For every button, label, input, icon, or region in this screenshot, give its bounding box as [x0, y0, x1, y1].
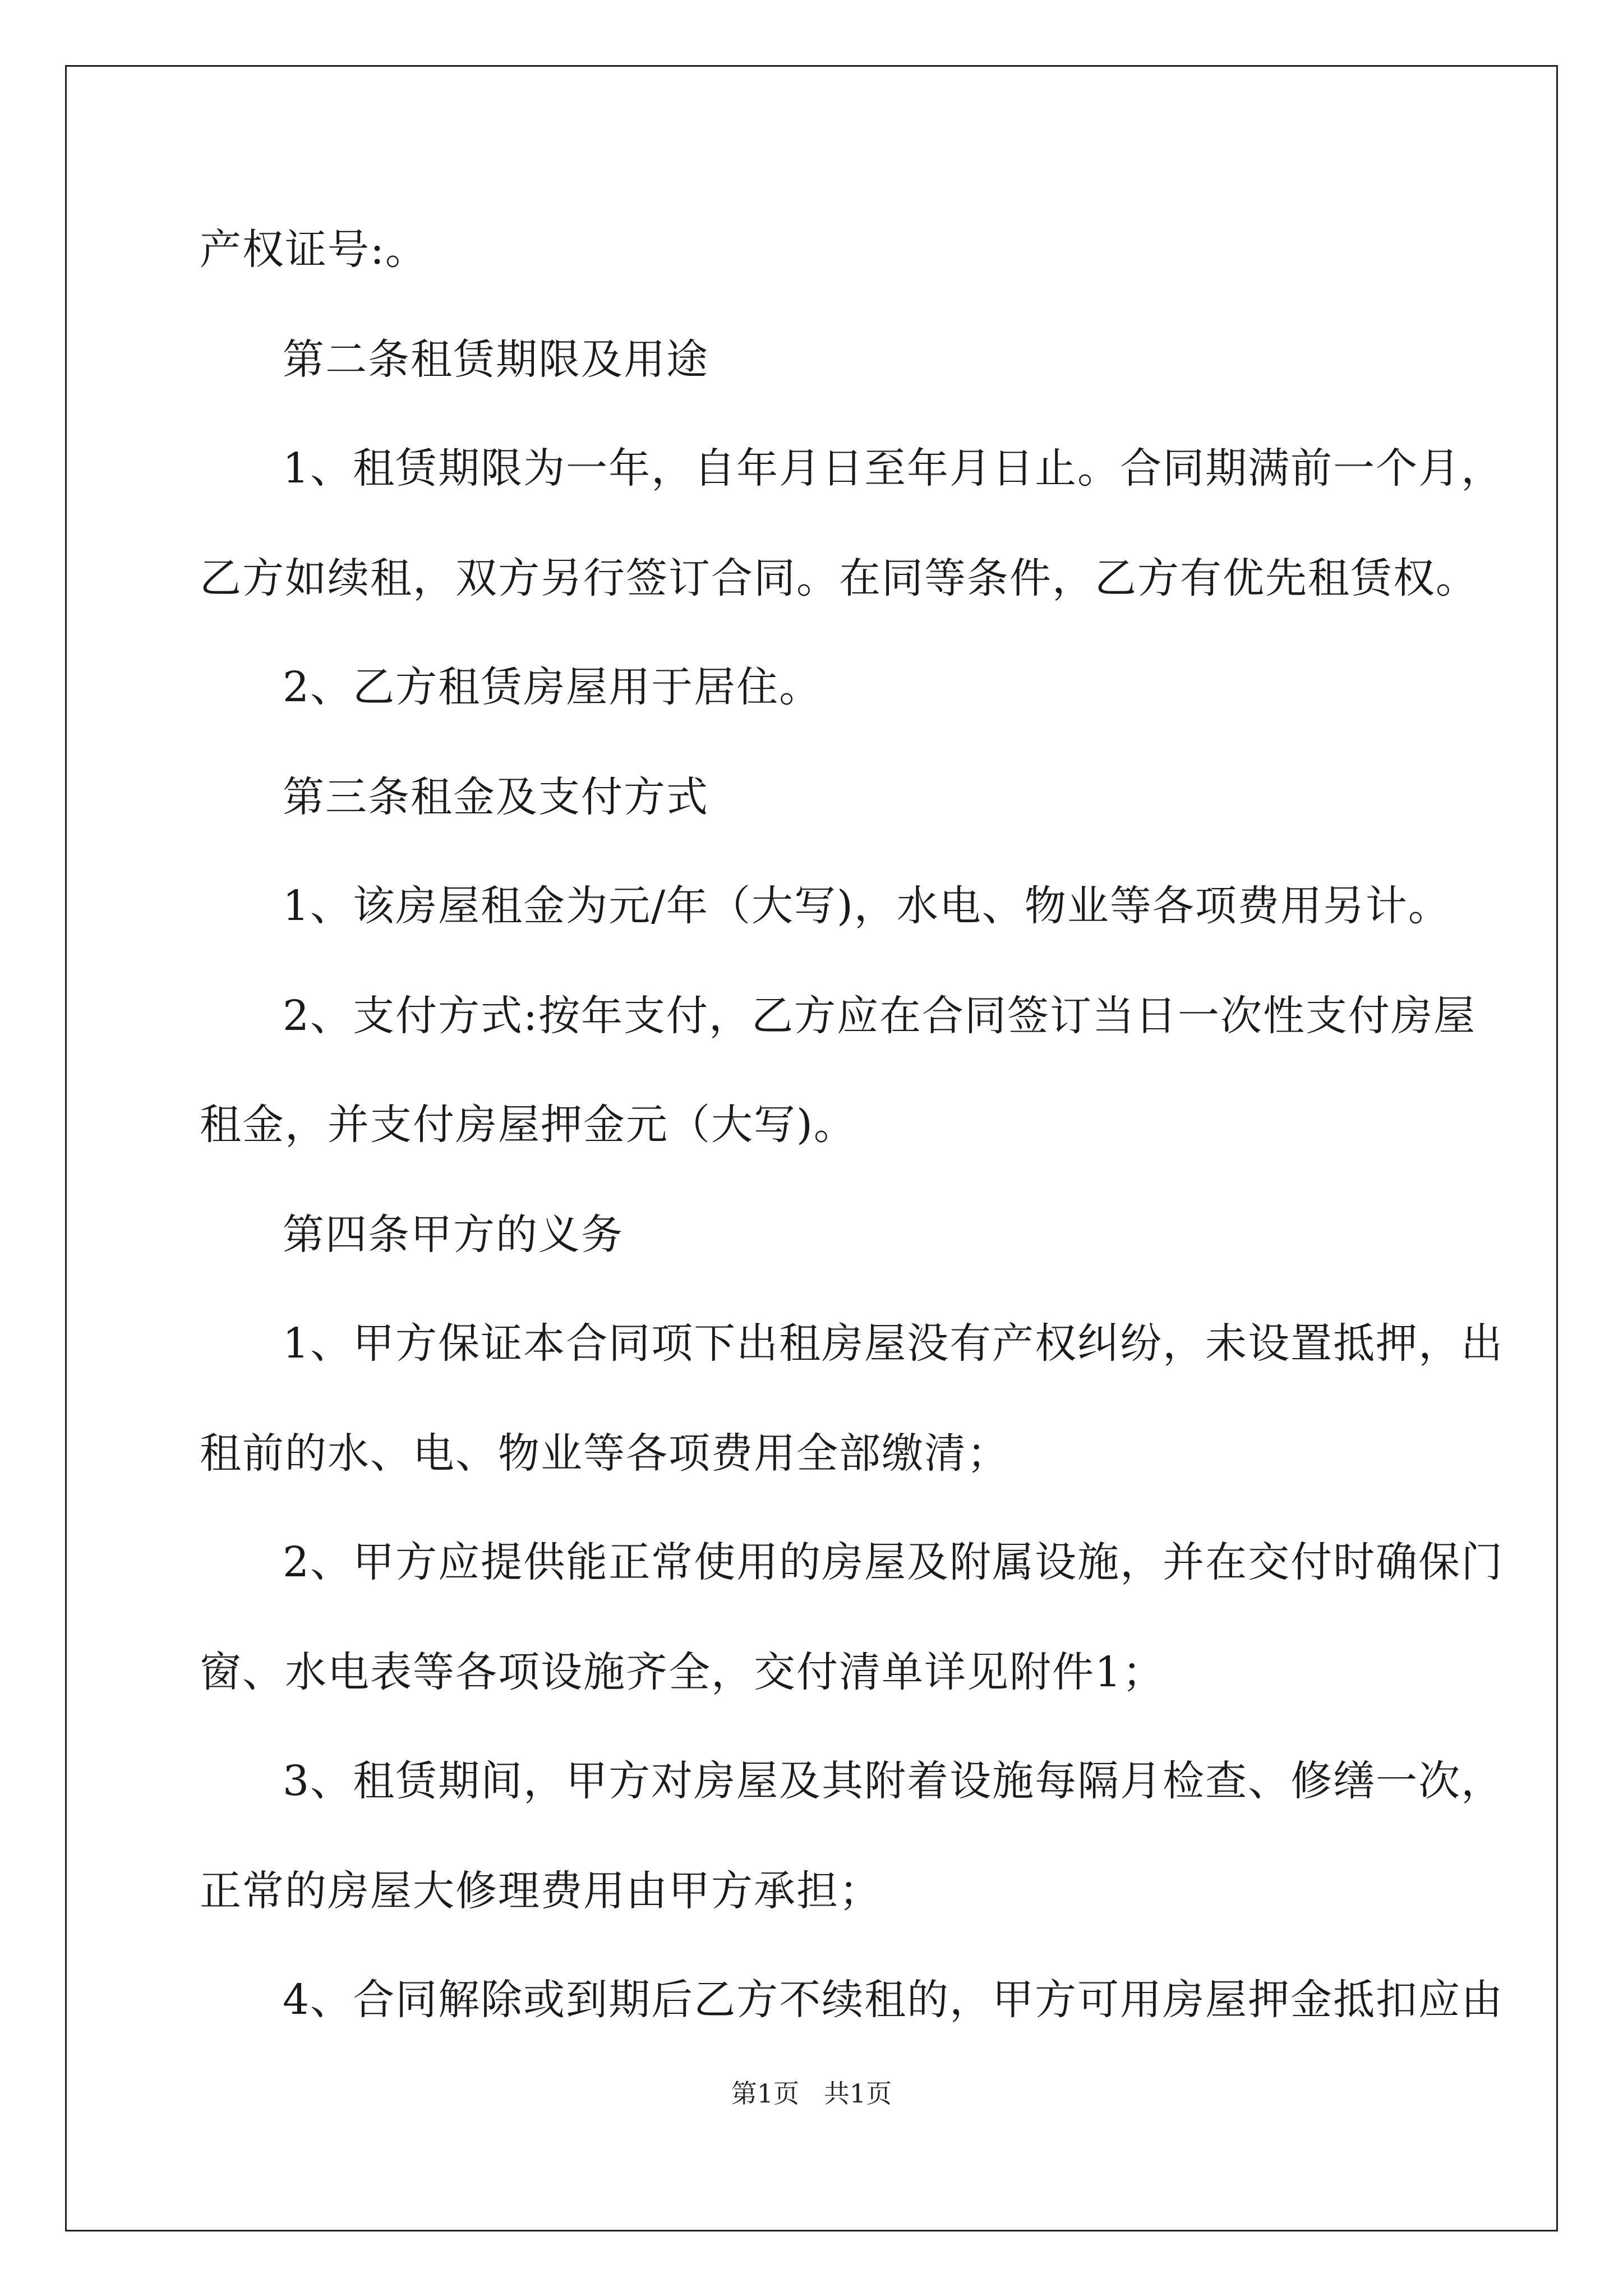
text-line-15: 3、租赁期间，甲方对房屋及其附着设施每隔月检查、修缮一次， — [283, 1757, 1504, 1805]
text-line-12: 租前的水、电、物业等各项费用全部缴清； — [200, 1429, 1009, 1478]
text-line-13: 2、甲方应提供能正常使用的房屋及附属设施，并在交付时确保门 — [283, 1538, 1504, 1586]
text-line-4: 乙方如续租，双方另行签订合同。在同等条件，乙方有优先租赁权。 — [200, 554, 1478, 602]
section-heading-3: 第三条租金及支付方式 — [283, 773, 709, 821]
text-line-3: 1、租赁期限为一年，自年月日至年月日止。合同期满前一个月， — [283, 444, 1504, 493]
text-line-14: 窗、水电表等各项设施齐全，交付清单详见附件1； — [200, 1648, 1165, 1696]
text-line-9: 租金，并支付房屋押金元（大写)。 — [200, 1101, 856, 1149]
text-line-16: 正常的房屋大修理费用由甲方承担； — [200, 1867, 882, 1915]
section-heading-2: 第二条租赁期限及用途 — [283, 335, 709, 384]
text-line-11: 1、甲方保证本合同项下出租房屋没有产权纠纷，未设置抵押，出 — [283, 1319, 1504, 1368]
page-number-footer: 第1页 共1页 — [731, 2078, 892, 2109]
text-line-8: 2、支付方式:按年支付，乙方应在合同签订当日一次性支付房屋 — [283, 992, 1477, 1040]
section-heading-4: 第四条甲方的义务 — [283, 1211, 624, 1259]
text-line-17: 4、合同解除或到期后乙方不续租的，甲方可用房屋押金抵扣应由 — [283, 1976, 1504, 2024]
text-line-7: 1、该房屋租金为元/年（大写)，水电、物业等各项费用另计。 — [283, 882, 1451, 930]
text-line-1: 产权证号:。 — [200, 226, 428, 274]
text-line-5: 2、乙方租赁房屋用于居住。 — [283, 663, 822, 711]
